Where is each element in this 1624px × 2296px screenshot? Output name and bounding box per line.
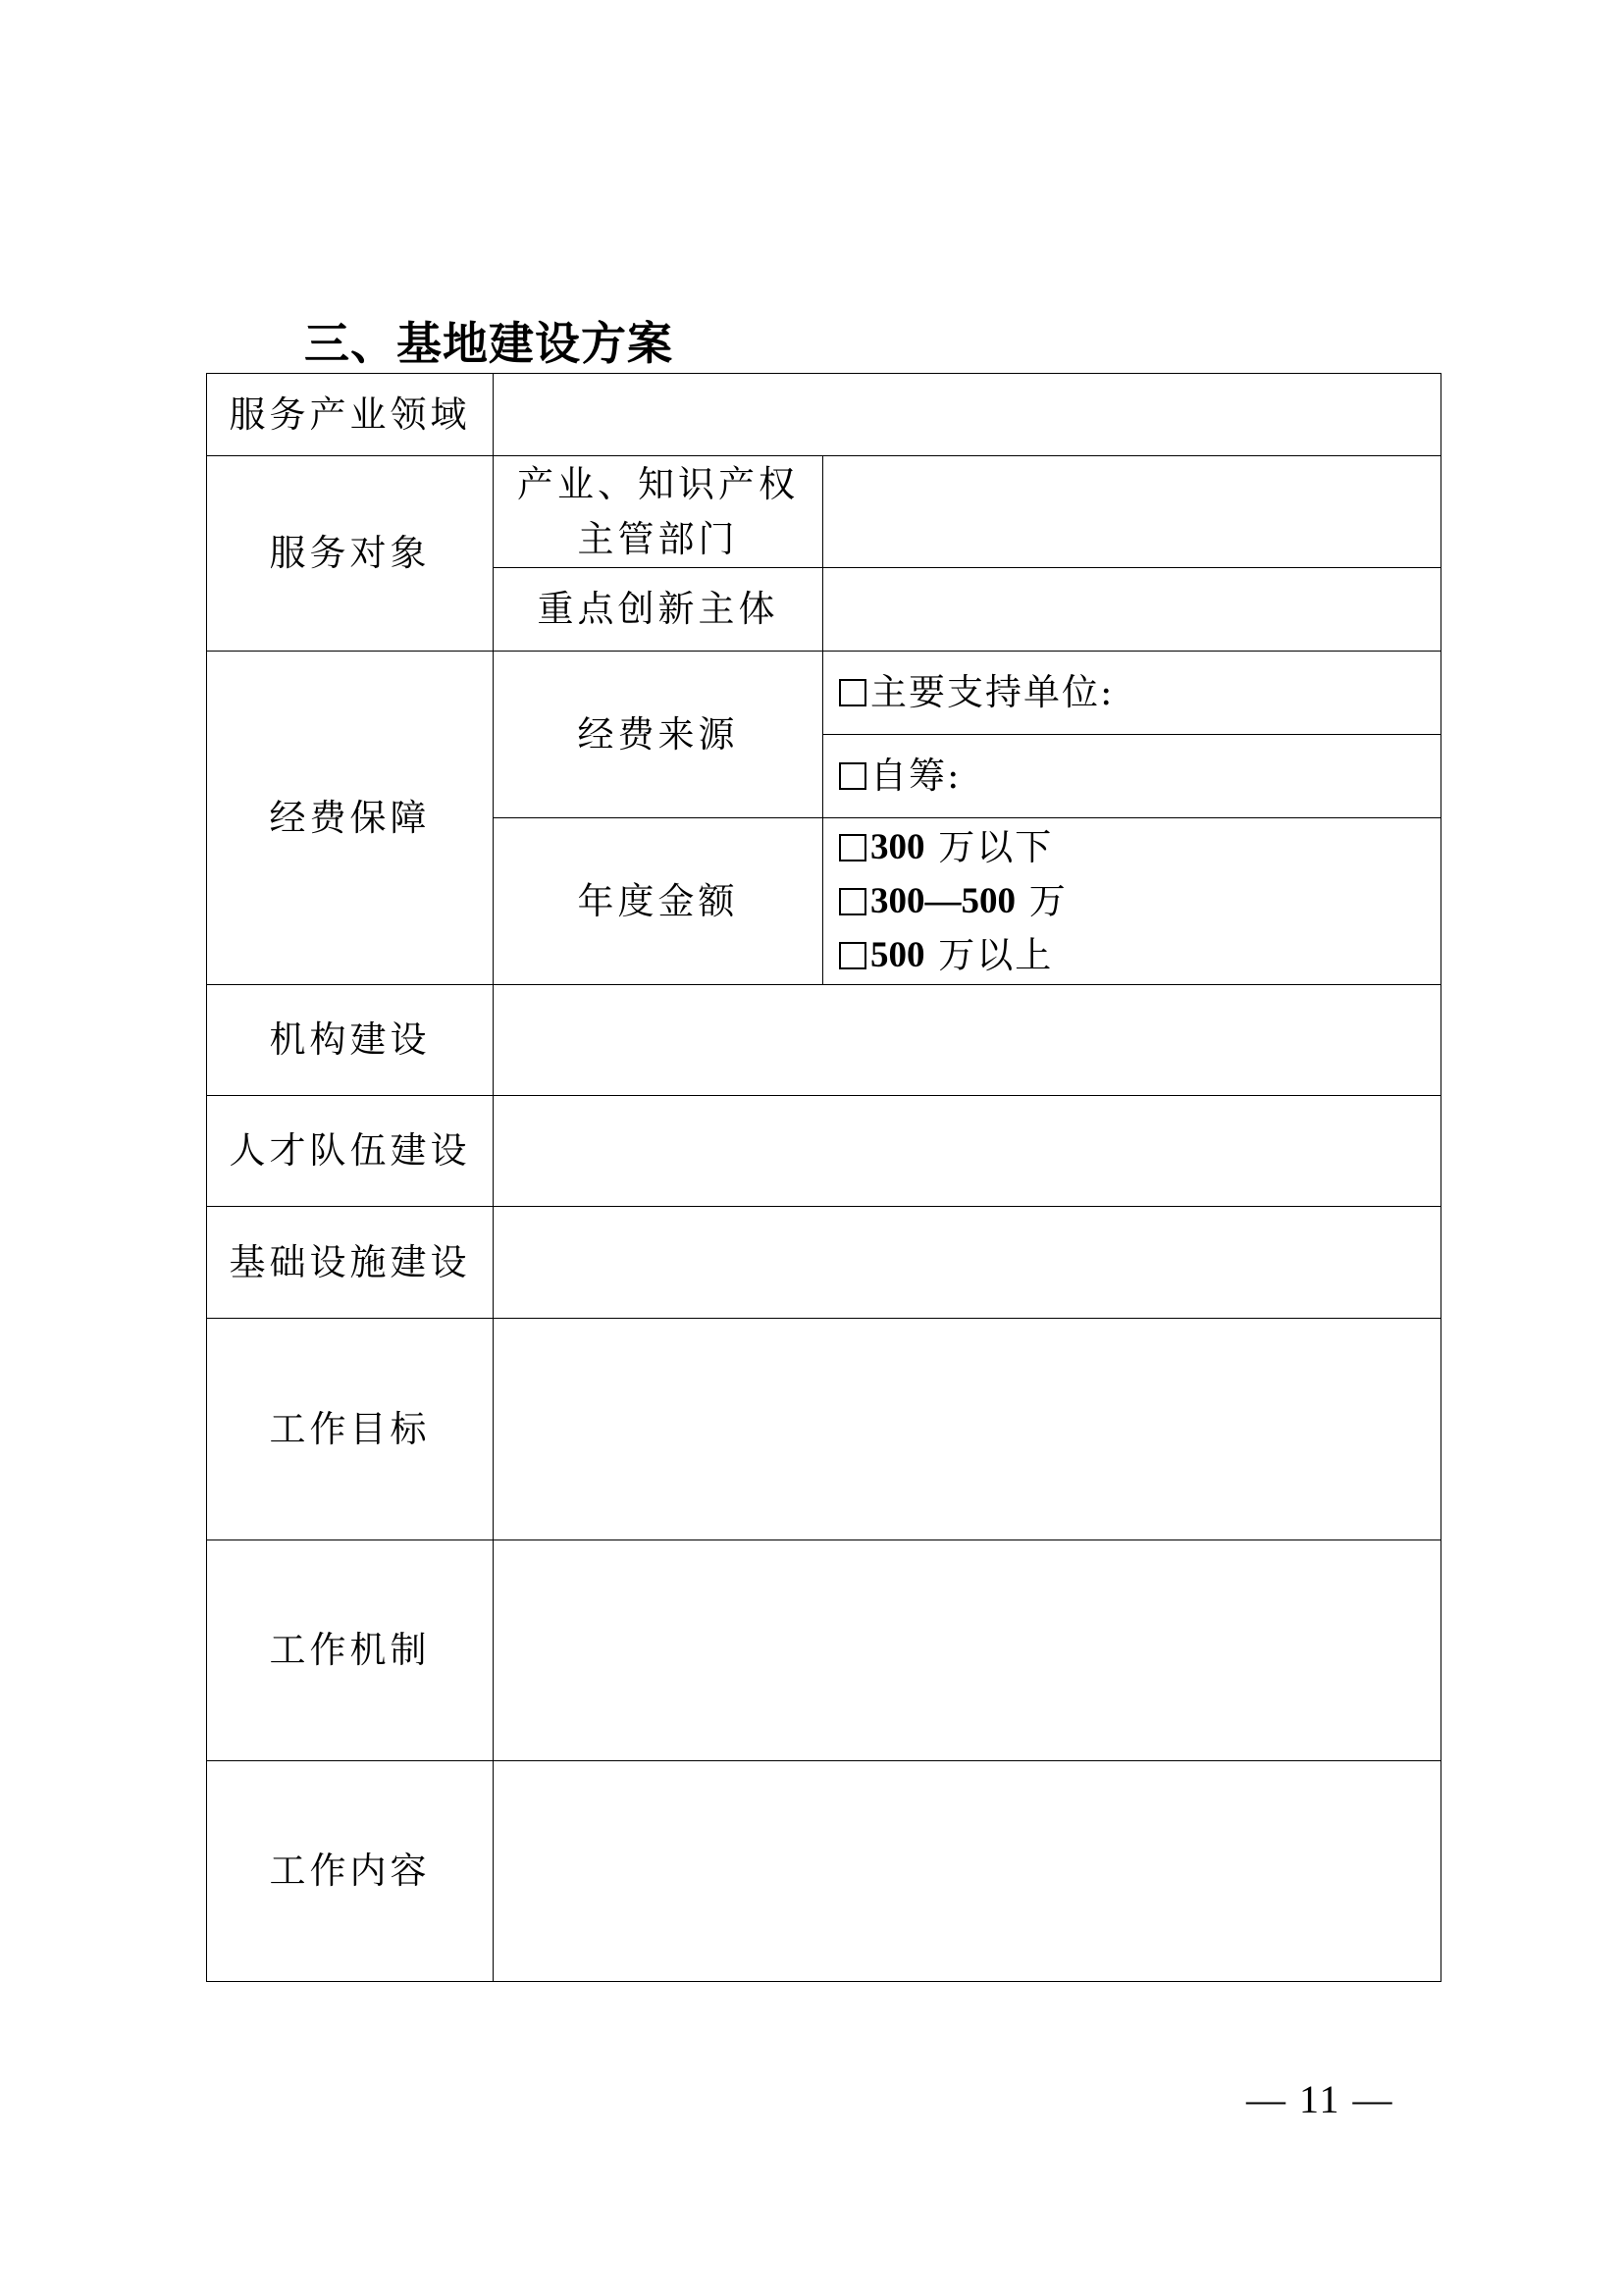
amount-option-3-unit: 万以上: [924, 934, 1054, 976]
row-goals: [207, 1319, 1441, 1540]
innovation-label: 重点创新主体: [494, 568, 823, 652]
talent-label: 人才队伍建设: [207, 1096, 494, 1207]
row-service-industry: [207, 374, 1441, 456]
row-service-target-dept: [207, 456, 1441, 568]
base-construction-plan-table: [206, 373, 1441, 1982]
dept-field[interactable]: [823, 456, 1441, 568]
row-funding-source-1: [207, 652, 1441, 735]
innovation-field[interactable]: [823, 568, 1441, 652]
goals-field[interactable]: [494, 1319, 1441, 1540]
option-main-support-label: 主要支持单位:: [870, 671, 1115, 713]
checkbox-icon[interactable]: [839, 888, 866, 915]
row-mechanism: [207, 1540, 1441, 1761]
annual-amount-label: 年度金额: [494, 818, 823, 985]
amount-option-1[interactable]: [823, 820, 1441, 874]
amount-option-3[interactable]: [823, 928, 1441, 982]
row-content: [207, 1761, 1441, 1982]
dept-label-line2: 主管部门: [577, 517, 739, 560]
funding-source-option-self[interactable]: [823, 735, 1441, 818]
amount-option-2-unit: 万: [1016, 880, 1068, 922]
infrastructure-label: 基础设施建设: [207, 1207, 494, 1319]
checkbox-icon[interactable]: [839, 762, 866, 790]
dept-label: [494, 456, 823, 568]
amount-option-2[interactable]: [823, 874, 1441, 928]
section-title: 三、基地建设方案: [304, 317, 673, 370]
checkbox-icon[interactable]: [839, 834, 866, 861]
amount-option-1-number: 300: [870, 827, 925, 867]
row-infrastructure: [207, 1207, 1441, 1319]
institution-field[interactable]: [494, 985, 1441, 1096]
talent-field[interactable]: [494, 1096, 1441, 1207]
service-target-label: 服务对象: [207, 456, 494, 652]
checkbox-icon[interactable]: [839, 679, 866, 706]
content-label: 工作内容: [207, 1761, 494, 1982]
service-industry-field[interactable]: [494, 374, 1441, 456]
funding-source-option-main[interactable]: [823, 652, 1441, 735]
amount-option-1-unit: 万以下: [924, 826, 1054, 868]
mechanism-label: 工作机制: [207, 1540, 494, 1761]
option-self-raised-label: 自筹:: [870, 755, 962, 797]
infrastructure-field[interactable]: [494, 1207, 1441, 1319]
funding-source-label: 经费来源: [494, 652, 823, 818]
row-institution: [207, 985, 1441, 1096]
institution-label: 机构建设: [207, 985, 494, 1096]
goals-label: 工作目标: [207, 1319, 494, 1540]
page-number: — 11 —: [1246, 2077, 1394, 2121]
mechanism-field[interactable]: [494, 1540, 1441, 1761]
amount-option-2-number: 300—500: [870, 881, 1016, 921]
amount-option-3-number: 500: [870, 935, 925, 975]
service-industry-label: 服务产业领域: [207, 374, 494, 456]
annual-amount-options: [823, 818, 1441, 985]
checkbox-icon[interactable]: [839, 942, 866, 969]
dept-label-line1: 产业、知识产权: [517, 462, 799, 505]
content-field[interactable]: [494, 1761, 1441, 1982]
funding-label: 经费保障: [207, 652, 494, 985]
row-talent: [207, 1096, 1441, 1207]
